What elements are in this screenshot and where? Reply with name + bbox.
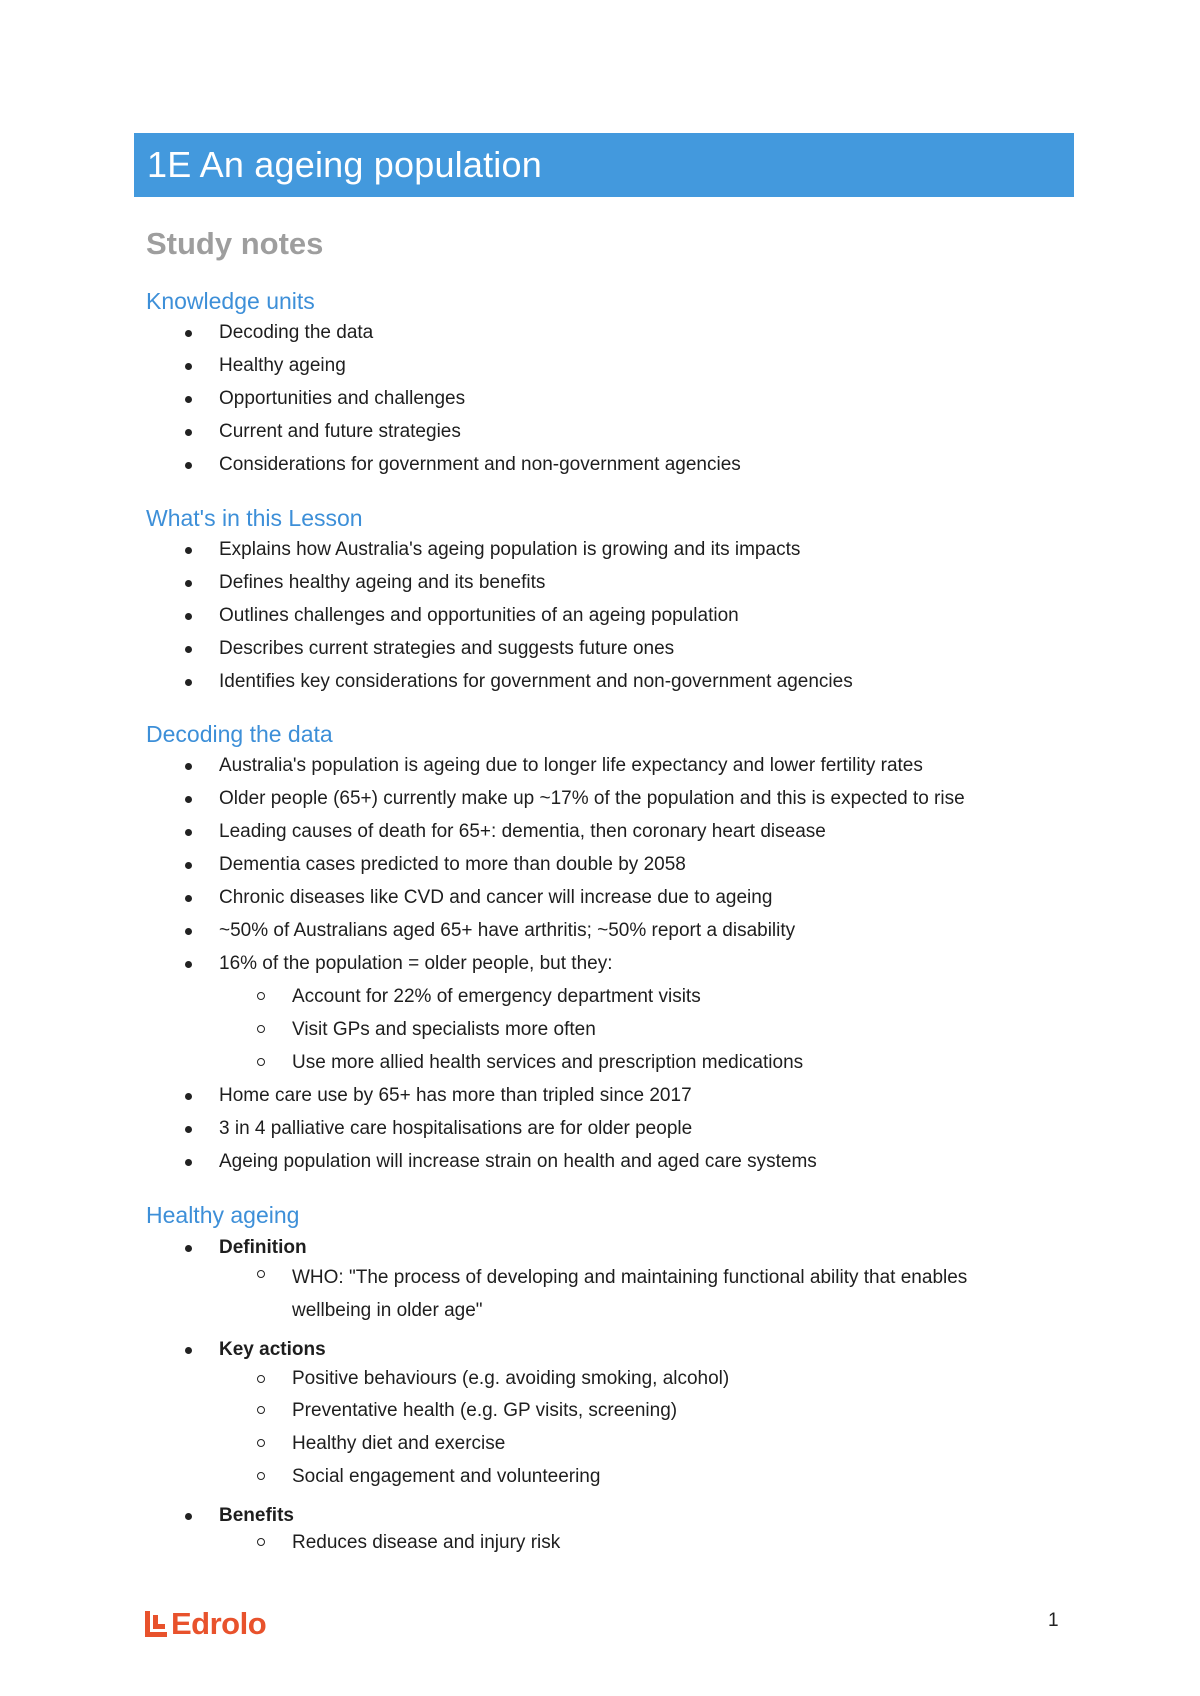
list-item (146, 1503, 1066, 1557)
section-heading: Healthy ageing (146, 1202, 300, 1228)
section-heading: Knowledge units (146, 288, 315, 314)
healthy-ageing-list (146, 1235, 1066, 1557)
list-item (146, 1145, 1066, 1178)
sub-list-item (219, 980, 1066, 1013)
list-item (146, 881, 1066, 914)
list-item (146, 914, 1066, 947)
list-item (146, 599, 1066, 632)
sub-list (219, 980, 1066, 1079)
key-actions-label: Key actions (219, 1339, 326, 1360)
bullet-icon (185, 1347, 192, 1354)
whats-in-lesson-list (146, 533, 1066, 698)
list-item-text: ~50% of Australians aged 65+ have arthritis; ~50% report a disability (219, 920, 796, 941)
hollow-bullet-icon (257, 1472, 265, 1480)
sub-list-item-text: WHO: "The process of developing and maintaining functional ability that enables wellbeing in older age" (292, 1267, 968, 1321)
sub-list-item-text: Use more allied health services and prescription medications (292, 1052, 804, 1073)
decoding-data-list (146, 749, 1066, 1178)
title-bar (134, 133, 1074, 197)
bullet-icon (185, 862, 192, 869)
list-item-text: Outlines challenges and opportunities of an ageing population (219, 605, 739, 626)
hollow-bullet-icon (257, 1406, 265, 1414)
benefits-label: Benefits (219, 1505, 294, 1526)
list-item (146, 1079, 1066, 1112)
section-heading: Decoding the data (146, 721, 333, 747)
sub-list-item (219, 1261, 1066, 1327)
list-item (146, 665, 1066, 698)
sub-list-item-text: Reduces disease and injury risk (292, 1532, 561, 1553)
list-item (146, 782, 1066, 815)
sub-list (219, 1261, 1066, 1327)
bullet-icon (185, 1245, 192, 1252)
bullet-icon (185, 462, 192, 469)
list-item-text: Decoding the data (219, 322, 374, 343)
list-item-text: 16% of the population = older people, but they: (219, 953, 613, 974)
bullet-icon (185, 895, 192, 902)
bullet-icon (185, 928, 192, 935)
section-decoding-data (146, 719, 1066, 1178)
list-item-text: Older people (65+) currently make up ~17% of the population and this is expected to rise (219, 788, 965, 809)
list-item-text: Home care use by 65+ has more than tripled since 2017 (219, 1085, 692, 1106)
list-item-text: Explains how Australia's ageing population is growing and its impacts (219, 539, 801, 560)
sub-list-item-text: Account for 22% of emergency department visits (292, 986, 701, 1007)
sub-list-item (219, 1013, 1066, 1046)
bullet-icon (185, 396, 192, 403)
list-item (146, 947, 1066, 1079)
sub-list-item-text: Visit GPs and specialists more often (292, 1019, 596, 1040)
bullet-icon (185, 547, 192, 554)
bullet-icon (185, 961, 192, 968)
list-item (146, 815, 1066, 848)
hollow-bullet-icon (257, 1375, 265, 1383)
list-item-text: Opportunities and challenges (219, 388, 466, 409)
sub-list-item (219, 1460, 1066, 1493)
list-item-text: Chronic diseases like CVD and cancer will increase due to ageing (219, 887, 773, 908)
sub-list-item-text: Preventative health (e.g. GP visits, screening) (292, 1400, 678, 1421)
bullet-icon (185, 1126, 192, 1133)
list-item (146, 1112, 1066, 1145)
sub-list (219, 1529, 1066, 1557)
page-number: 1 (1048, 1610, 1059, 1631)
bullet-icon (185, 1513, 192, 1520)
sub-list-item (219, 1394, 1066, 1427)
hollow-bullet-icon (257, 992, 265, 1000)
bullet-icon (185, 363, 192, 370)
list-item (146, 448, 1066, 481)
sub-list-item-text: Social engagement and volunteering (292, 1466, 601, 1487)
sub-list-item (219, 1529, 1066, 1557)
list-item-text: Current and future strategies (219, 421, 461, 442)
logo-text: Edrolo (171, 1606, 267, 1641)
list-item (146, 415, 1066, 448)
subtitle: Study notes (146, 226, 324, 261)
sub-list-item-text: Positive behaviours (e.g. avoiding smoking, alcohol) (292, 1368, 730, 1389)
bullet-icon (185, 646, 192, 653)
bullet-icon (185, 763, 192, 770)
section-healthy-ageing (146, 1200, 1066, 1557)
list-item-text: 3 in 4 palliative care hospitalisations are for older people (219, 1118, 693, 1139)
hollow-bullet-icon (257, 1270, 265, 1278)
sub-list-item (219, 1046, 1066, 1079)
edrolo-logo-icon (145, 1611, 167, 1637)
definition-label: Definition (219, 1237, 307, 1258)
section-whats-in-lesson (146, 503, 1066, 698)
list-item-text: Australia's population is ageing due to longer life expectancy and lower fertility rates (219, 755, 923, 776)
list-item-text: Ageing population will increase strain on health and aged care systems (219, 1151, 817, 1172)
hollow-bullet-icon (257, 1025, 265, 1033)
section-knowledge-units (146, 286, 1066, 481)
sub-list-item (219, 1427, 1066, 1460)
list-item-text: Dementia cases predicted to more than double by 2058 (219, 854, 686, 875)
bullet-icon (185, 613, 192, 620)
section-heading: What's in this Lesson (146, 505, 363, 531)
list-item-text: Identifies key considerations for government and non-government agencies (219, 671, 853, 692)
bullet-icon (185, 829, 192, 836)
list-item (146, 848, 1066, 881)
hollow-bullet-icon (257, 1058, 265, 1066)
hollow-bullet-icon (257, 1439, 265, 1447)
list-item-text: Describes current strategies and suggests future ones (219, 638, 675, 659)
bullet-icon (185, 1093, 192, 1100)
sub-list-item (219, 1363, 1066, 1394)
list-item (146, 1337, 1066, 1493)
list-item (146, 349, 1066, 382)
list-item (146, 316, 1066, 349)
list-item (146, 382, 1066, 415)
list-item (146, 533, 1066, 566)
sub-list (219, 1363, 1066, 1493)
list-item-text: Considerations for government and non-government agencies (219, 454, 741, 475)
sub-list-item-text: Healthy diet and exercise (292, 1433, 506, 1454)
bullet-icon (185, 429, 192, 436)
list-item (146, 749, 1066, 782)
page-title: 1E An ageing population (147, 144, 542, 185)
bullet-icon (185, 580, 192, 587)
hollow-bullet-icon (257, 1538, 265, 1546)
list-item-text: Leading causes of death for 65+: dementia, then coronary heart disease (219, 821, 826, 842)
bullet-icon (185, 1159, 192, 1166)
bullet-icon (185, 796, 192, 803)
list-item (146, 632, 1066, 665)
knowledge-units-list (146, 316, 1066, 481)
list-item (146, 566, 1066, 599)
bullet-icon (185, 679, 192, 686)
list-item-text: Defines healthy ageing and its benefits (219, 572, 546, 593)
list-item-text: Healthy ageing (219, 355, 346, 376)
edrolo-logo (145, 1606, 266, 1642)
bullet-icon (185, 330, 192, 337)
list-item (146, 1235, 1066, 1327)
